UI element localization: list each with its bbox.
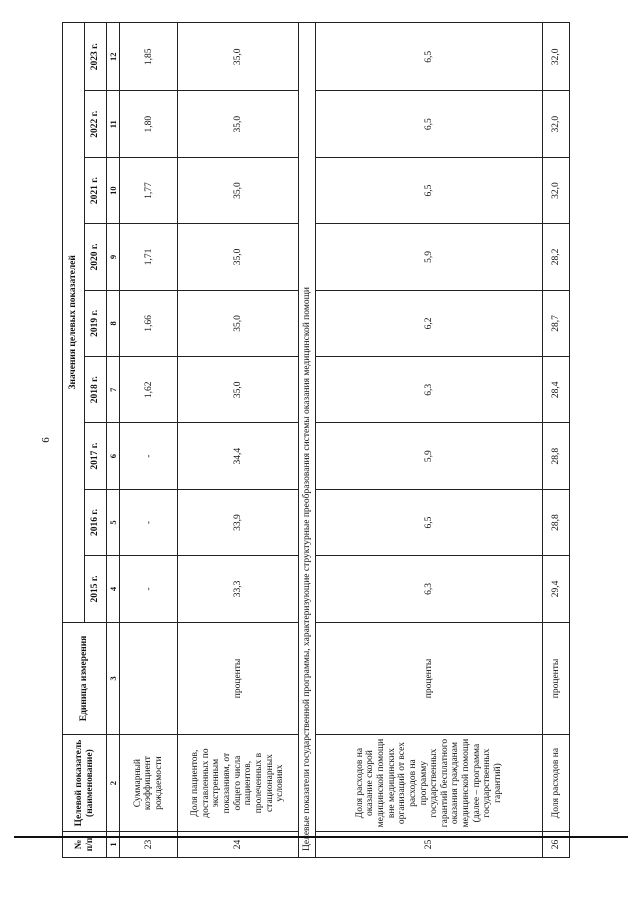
row-unit <box>120 622 178 735</box>
row-name: Доля пациентов, доставленных по экстренным показаниям, от общего числа пациентов, пролеченных в стационарных условиях <box>178 735 299 832</box>
column-index: 9 <box>107 224 120 290</box>
row-num: 24 <box>178 831 299 857</box>
section-title: Целевые показатели государственной программы, характеризующие структурные преобразования системы оказания медицинской помощи <box>298 23 316 858</box>
header-year: 2023 г. <box>85 23 107 92</box>
table-row <box>120 23 178 858</box>
row-value: 6,3 <box>316 556 543 622</box>
header-unit: Единица измерения <box>63 622 107 735</box>
row-value: 35,0 <box>178 224 299 290</box>
row-value: 6,3 <box>316 357 543 423</box>
page-divider <box>14 836 628 838</box>
table-row <box>178 23 299 858</box>
row-value: - <box>120 423 178 489</box>
row-value: - <box>120 489 178 555</box>
column-index: 5 <box>107 489 120 555</box>
targets-table <box>62 22 570 858</box>
row-value: 32,0 <box>542 91 569 157</box>
row-unit: проценты <box>178 622 299 735</box>
table-row <box>316 23 543 858</box>
row-value: 32,0 <box>542 157 569 223</box>
row-name: Суммарный коэффициент рождаемости <box>120 735 178 832</box>
column-index: 4 <box>107 556 120 622</box>
row-value: 1,80 <box>120 91 178 157</box>
column-index: 2 <box>107 735 120 832</box>
row-value: 33,3 <box>178 556 299 622</box>
row-value: 1,71 <box>120 224 178 290</box>
row-value: 33,9 <box>178 489 299 555</box>
row-value: 6,5 <box>316 91 543 157</box>
column-index: 12 <box>107 23 120 92</box>
row-value: 29,4 <box>542 556 569 622</box>
column-index: 8 <box>107 290 120 356</box>
row-value: - <box>120 556 178 622</box>
section-row <box>298 23 316 858</box>
header-year: 2018 г. <box>85 357 107 423</box>
header-name: Целевой показатель (наименование) <box>63 735 107 832</box>
row-value: 6,5 <box>316 489 543 555</box>
column-index: 3 <box>107 622 120 735</box>
row-value: 28,7 <box>542 290 569 356</box>
row-num: 25 <box>316 831 543 857</box>
row-value: 1,62 <box>120 357 178 423</box>
row-value: 6,2 <box>316 290 543 356</box>
header-year: 2017 г. <box>85 423 107 489</box>
row-value: 1,77 <box>120 157 178 223</box>
row-value: 28,2 <box>542 224 569 290</box>
header-values-group: Значения целевых показателей <box>63 23 85 623</box>
row-value: 6,5 <box>316 23 543 92</box>
row-unit: проценты <box>542 622 569 735</box>
header-year: 2019 г. <box>85 290 107 356</box>
row-value: 28,8 <box>542 489 569 555</box>
row-value: 1,85 <box>120 23 178 92</box>
row-value: 6,5 <box>316 157 543 223</box>
column-index: 7 <box>107 357 120 423</box>
row-value: 1,66 <box>120 290 178 356</box>
row-value: 35,0 <box>178 357 299 423</box>
rotated-page <box>22 22 614 858</box>
row-value: 34,4 <box>178 423 299 489</box>
row-value: 35,0 <box>178 23 299 92</box>
row-num: 23 <box>120 831 178 857</box>
header-year: 2015 г. <box>85 556 107 622</box>
header-year: 2016 г. <box>85 489 107 555</box>
row-value: 5,9 <box>316 224 543 290</box>
column-index: 1 <box>107 831 120 857</box>
row-unit: проценты <box>316 622 543 735</box>
row-value: 32,0 <box>542 23 569 92</box>
row-name: Доля расходов на <box>542 735 569 832</box>
row-value: 28,8 <box>542 423 569 489</box>
column-index: 6 <box>107 423 120 489</box>
column-index: 11 <box>107 91 120 157</box>
header-num: № п/п <box>63 831 107 857</box>
row-value: 35,0 <box>178 91 299 157</box>
header-year: 2022 г. <box>85 91 107 157</box>
row-value: 28,4 <box>542 357 569 423</box>
row-value: 35,0 <box>178 157 299 223</box>
row-value: 5,9 <box>316 423 543 489</box>
header-year: 2020 г. <box>85 224 107 290</box>
row-num: 26 <box>542 831 569 857</box>
row-name: Доля расходов на оказание скорой медицинской помощи вне медицинских организаций от всех расходов на программу государственных гарантий бесплатного оказания гражданам медицинской помощи (далее – программа государственных гарантий) <box>316 735 543 832</box>
column-index: 10 <box>107 157 120 223</box>
table-row <box>542 23 569 858</box>
row-value: 35,0 <box>178 290 299 356</box>
page-number: 6 <box>40 437 52 443</box>
header-year: 2021 г. <box>85 157 107 223</box>
